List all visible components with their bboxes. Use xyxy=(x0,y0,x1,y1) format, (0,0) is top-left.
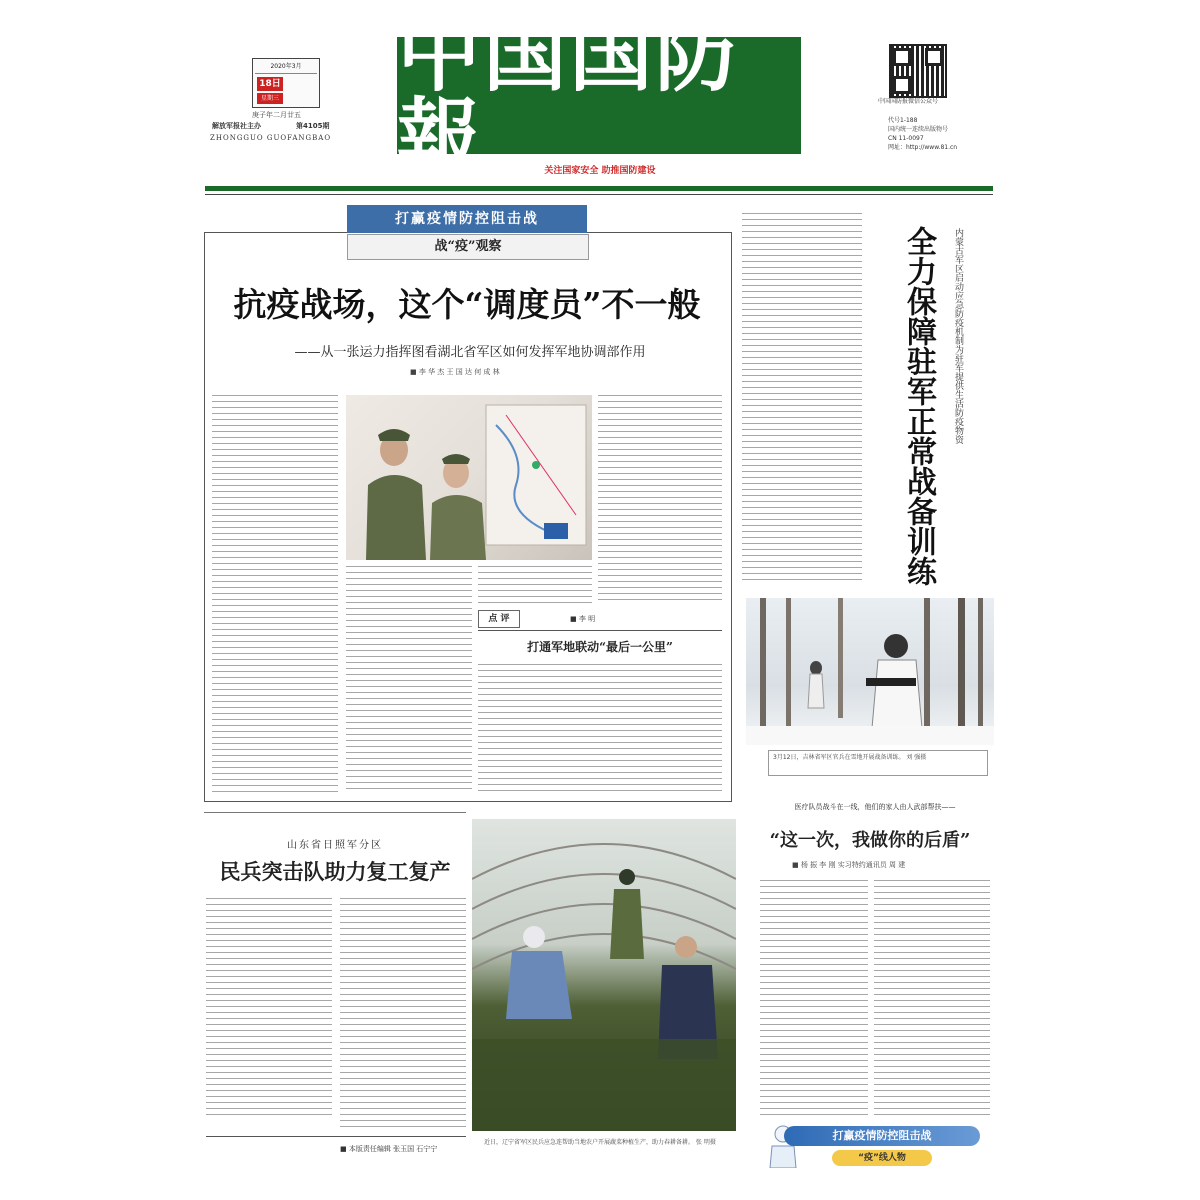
lead-headline: 抗疫战场，这个“调度员”不一般 xyxy=(233,285,701,324)
story3-headline: “这一次，我做你的后盾” xyxy=(769,830,971,851)
snow-forest-illustration xyxy=(746,598,994,745)
masthead-slogan: 关注国家安全 助推国防建设 xyxy=(544,166,656,176)
campaign-badge: 打赢疫情防控阻击战 xyxy=(784,1126,980,1146)
lead-photo xyxy=(346,395,592,560)
lead-text-column xyxy=(598,395,722,605)
frontline-badge: “疫”线人物 xyxy=(832,1150,932,1166)
campaign-banner: 打赢疫情防控阻击战 xyxy=(347,205,587,233)
date-day: 18日 xyxy=(257,77,283,91)
story3-byline: ■ 杨 振 李 刚 实习特约通讯员 周 建 xyxy=(792,861,906,869)
sidebar-text-column xyxy=(742,213,862,585)
lunar-date: 庚子年二月廿五 xyxy=(252,111,301,119)
lead-text-column xyxy=(212,395,338,793)
story2-text-column xyxy=(340,898,466,1130)
commentary-title: 打通军地联动“最后一公里” xyxy=(527,640,673,654)
snow-photo-caption: 3月12日，吉林省军区官兵在雪地开展战备训练。 刘 强摄 xyxy=(768,750,988,776)
sidebar-headline: 全力保障驻军正常战备训练 xyxy=(901,226,936,586)
greenhouse-caption: 近日，辽宁省军区民兵应急连帮助当地农户开展蔬菜种植生产，助力春耕备耕。 张 明摄 xyxy=(484,1139,716,1146)
lead-subheadline: ——从一张运力指挥图看湖北省军区如何发挥军地协调部作用 xyxy=(294,345,646,360)
pinyin-title: ZHONGGUO GUOFANGBAO xyxy=(210,134,332,142)
issue-number: 第4105期 xyxy=(296,122,330,130)
lead-byline: ■ 李 华 杰 王 国 达 何 成 林 xyxy=(410,368,500,376)
publisher: 解放军报社主办 xyxy=(212,122,261,130)
story3-text-column xyxy=(874,880,990,1118)
commentary-label: 点 评 xyxy=(478,610,520,628)
story2-headline: 民兵突击队助力复工复产 xyxy=(219,859,451,884)
lead-text-column xyxy=(478,566,592,606)
footer-rule xyxy=(206,1136,466,1137)
commentary-rule xyxy=(478,630,722,631)
story2-rule xyxy=(204,812,466,813)
story3-kicker: 医疗队员战斗在一线，他们的家人由人武部帮扶—— xyxy=(794,803,956,811)
greenhouse-photo xyxy=(472,819,736,1131)
logo-text: 中国国防報 xyxy=(397,3,742,187)
snow-training-photo xyxy=(746,598,994,745)
publication-codes: 代号1-188 国内统一连续出版物号 CN 11-0097 网址：http://www.81.cn xyxy=(888,117,958,151)
sidebar-subtitle: 内蒙古军区启动应急防疫机制为驻军提供生活防疫物资 xyxy=(953,228,963,444)
commentary-text xyxy=(478,664,722,792)
story3-text-column xyxy=(760,880,868,1118)
commentary-author: ■ 李 明 xyxy=(570,615,596,623)
date-weekday: 星期三 xyxy=(257,93,283,104)
greenhouse-illustration xyxy=(472,819,736,1131)
masthead-thin-rule xyxy=(205,194,993,195)
date-year: 2020年3月 xyxy=(255,61,317,74)
story2-text-column xyxy=(206,898,332,1120)
qr-caption: 中国国防报微信公众号 xyxy=(878,98,939,105)
column-label: 战“疫”观察 xyxy=(347,234,589,260)
date-box xyxy=(252,58,320,108)
page-editor-credit: ■ 本版责任编辑 张玉国 石宁宁 xyxy=(340,1145,438,1153)
qr-code-icon xyxy=(889,44,947,98)
masthead-rule xyxy=(205,186,993,191)
soldiers-map-illustration xyxy=(346,395,592,560)
lead-text-column xyxy=(346,566,472,793)
story2-kicker: 山东省日照军分区 xyxy=(287,840,383,851)
